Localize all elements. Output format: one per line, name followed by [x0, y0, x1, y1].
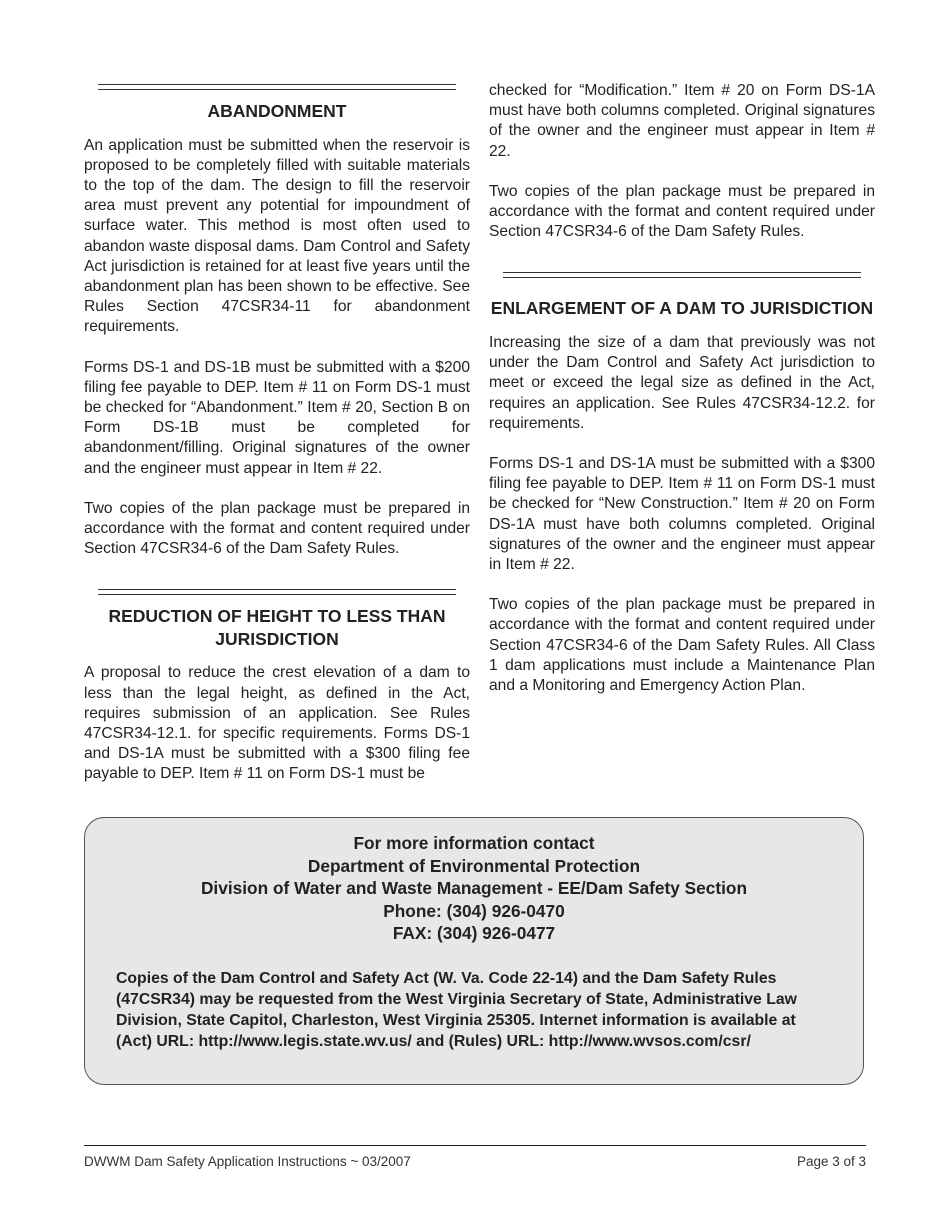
contact-intro: For more information contact — [353, 833, 595, 853]
abandonment-paragraph-3: Two copies of the plan package must be prepared in accordance with the format and content required under Section 47CSR34-6 of the Dam Safety Rules. — [84, 499, 470, 558]
enlargement-heading: ENLARGEMENT OF A DAM TO JURISDICTION — [490, 298, 874, 319]
footer-divider — [84, 1145, 866, 1146]
footer-document-title: DWWM Dam Safety Application Instructions ~ 03/2007 — [84, 1154, 411, 1169]
contact-division: Division of Water and Waste Management - EE/Dam Safety Section — [200, 878, 748, 898]
abandonment-heading: ABANDONMENT — [207, 101, 347, 121]
reduction-heading: REDUCTION OF HEIGHT TO LESS THAN JURISDICTION — [108, 606, 446, 649]
contact-info-box — [84, 817, 864, 1085]
enlargement-paragraph-1: Increasing the size of a dam that previously was not under the Dam Control and Safety Act jurisdiction to meet or exceed the legal size as defined in the Act, requires an application. See Rules 47CSR34-12.2. for requirements. — [489, 333, 875, 432]
footer-page-number: Page 3 of 3 — [796, 1154, 866, 1169]
enlargement-paragraph-3: Two copies of the plan package must be prepared in accordance with the format and content required under Section 47CSR34-6 of the Dam Safety Rules. All Class 1 dam applications must include a Maintenance Plan and a Monitoring and Emergency Action Plan. — [489, 596, 875, 694]
section-divider — [98, 84, 456, 90]
right-column — [489, 81, 875, 716]
abandonment-paragraph-2: Forms DS-1 and DS-1B must be submitted with a $200 filing fee payable to DEP. Item # 11 on Form DS-1 must be checked for “Abandonment.” Item # 20, Section B on Form DS-1B must be completed for abandonment/filling. Original signatures of the owner and the engineer must appear in Item # 22. — [84, 358, 470, 477]
contact-phone: Phone: (304) 926-0470 — [383, 900, 565, 921]
reduction-paragraph: A proposal to reduce the crest elevation of a dam to less than the legal height, as defined in the Act, requires submission of an application. See Rules 47CSR34-12.1. for specific requirements. Forms DS-1 and DS-1A must be submitted with a $300 filing fee payable to DEP. Item # 11 on Form DS-1 must be — [84, 664, 470, 783]
enlargement-paragraph-2: Forms DS-1 and DS-1A must be submitted with a $300 filing fee payable to DEP. Item # 11 on Form DS-1 must be checked for “New Construction.” Item # 20 on Form DS-1A must have both columns completed. Original signatures of the owner and the engineer must appear in Item # 22. — [489, 454, 875, 573]
continuation-paragraph-1: checked for “Modification.” Item # 20 on Form DS-1A must have both columns completed. Original signatures of the owner and the engineer must appear in Item # 22. — [489, 82, 875, 160]
contact-department: Department of Environmental Protection — [307, 855, 641, 876]
contact-lines — [85, 832, 863, 945]
left-column — [84, 84, 470, 805]
section-divider — [503, 272, 861, 278]
abandonment-paragraph-1: An application must be submitted when the reservoir is proposed to be completely filled with suitable materials to the top of the dam. The design to fill the reservoir area must prevent any potential for impoundment of surface water. This method is most often used to abandon waste disposal dams. Dam Control and Safety Act jurisdiction is retained for at least five years until the abandonment plan has been shown to be effective. See Rules Section 47CSR34-11 for abandonment requirements. — [84, 136, 470, 336]
copies-note: Copies of the Dam Control and Safety Act (W. Va. Code 22-14) and the Dam Safety Rules (47CSR34) may be requested from the West Virginia Secretary of State, Administrative Law Division, State Capitol, Charleston, West Virginia 25305. Internet information is available at (Act) URL: http://www.legis.state.wv.us/ and (Rules) URL: http://www.wvsos.com/csr/ — [116, 969, 797, 1050]
section-divider — [98, 589, 456, 595]
continuation-paragraph-2: Two copies of the plan package must be prepared in accordance with the format and content required under Section 47CSR34-6 of the Dam Safety Rules. — [489, 182, 875, 241]
contact-fax: FAX: (304) 926-0477 — [392, 923, 556, 943]
